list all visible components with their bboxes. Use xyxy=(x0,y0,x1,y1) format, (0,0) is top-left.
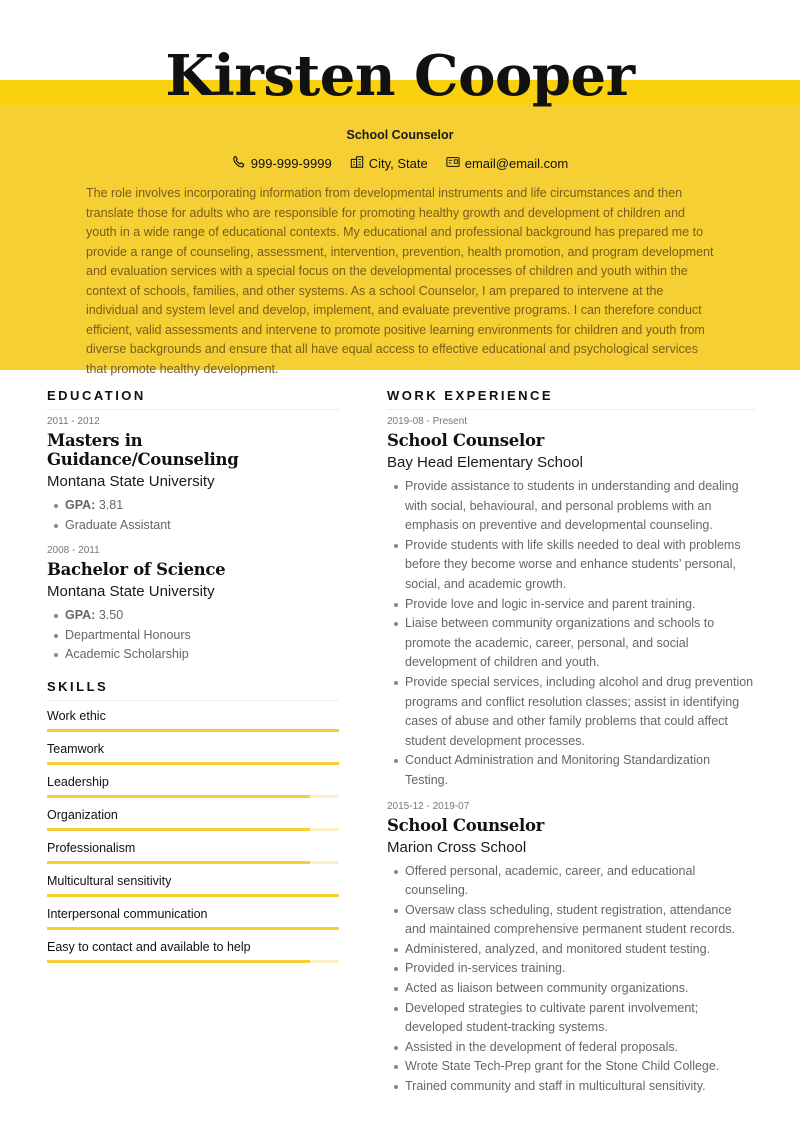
skill-level-bar xyxy=(47,894,339,897)
experience-duties xyxy=(387,477,755,791)
experience-entry xyxy=(387,801,755,1097)
list-item: Trained community and staff in multicultural sensitivity. xyxy=(387,1077,755,1097)
list-item: Provide assistance to students in understanding and dealing with social, behavioural, and personal problems with an emphasis on preventive and developmental counseling. xyxy=(387,477,755,536)
experience-duties xyxy=(387,862,755,1097)
divider xyxy=(387,409,755,410)
skills-heading: SKILLS xyxy=(47,678,109,694)
skill-row xyxy=(47,839,339,864)
skill-level-track xyxy=(47,828,339,831)
education-entry xyxy=(47,416,339,535)
divider xyxy=(47,700,339,701)
school-name: Montana State University xyxy=(47,473,215,490)
skill-row xyxy=(47,938,339,963)
list-item: Departmental Honours xyxy=(47,626,339,646)
skill-level-track xyxy=(47,861,339,864)
gpa-value: 3.50 xyxy=(98,608,124,623)
location-text: City, State xyxy=(368,156,428,171)
degree-title: Masters in Guidance/Counseling xyxy=(47,431,239,469)
list-item: Acted as liaison between community organizations. xyxy=(387,979,755,999)
skill-level-track xyxy=(47,960,339,963)
skill-level-bar xyxy=(47,729,339,732)
list-item: Wrote State Tech-Prep grant for the Stone Child College. xyxy=(387,1057,755,1077)
left-column xyxy=(47,388,339,971)
education-details xyxy=(47,496,339,535)
position-title: School Counselor xyxy=(387,431,545,450)
phone-text: 999-999-9999 xyxy=(250,156,332,171)
email-icon xyxy=(446,155,460,172)
skill-level-track xyxy=(47,894,339,897)
employer-name: Marion Cross School xyxy=(387,838,527,856)
list-item xyxy=(47,606,339,626)
location-icon xyxy=(350,155,364,172)
experience-entry xyxy=(387,416,755,791)
list-item: Provide special services, including alcohol and drug prevention programs and conflict resolution classes; assist in identifying cases of abuse and other family problems that could affect student development processes. xyxy=(387,673,755,751)
right-column xyxy=(387,388,755,1107)
skill-level-bar xyxy=(47,960,310,963)
contact-email[interactable] xyxy=(446,155,569,172)
skill-name: Leadership xyxy=(47,774,109,789)
skill-name: Teamwork xyxy=(47,741,104,756)
experience-heading: WORK EXPERIENCE xyxy=(387,388,554,403)
skill-row xyxy=(47,773,339,798)
education-date: 2011 - 2012 xyxy=(47,416,100,427)
list-item xyxy=(47,496,339,516)
skill-level-bar xyxy=(47,762,339,765)
skill-level-bar xyxy=(47,828,310,831)
divider xyxy=(47,409,339,410)
list-item: Liaise between community organizations and schools to promote the academic, career, personal, and social development of children and youth. xyxy=(387,614,755,673)
list-item: Oversaw class scheduling, student registration, attendance and maintained comprehensive permanent student records. xyxy=(387,901,755,940)
skill-level-bar xyxy=(47,861,310,864)
contact-location xyxy=(350,155,428,172)
skill-name: Interpersonal communication xyxy=(47,906,208,921)
education-date: 2008 - 2011 xyxy=(47,545,100,557)
degree-title: Bachelor of Science xyxy=(47,560,226,580)
skill-row xyxy=(47,740,339,765)
gpa-label: GPA: xyxy=(65,608,96,623)
skill-name: Professionalism xyxy=(47,840,136,855)
list-item: Provide love and logic in-service and parent training. xyxy=(387,595,755,615)
experience-date: 2015-12 - 2019-07 xyxy=(387,800,470,812)
list-item: Developed strategies to cultivate parent involvement; developed student-tracking systems. xyxy=(387,999,755,1038)
skill-level-bar xyxy=(47,795,310,798)
contact-row xyxy=(0,155,800,172)
skill-name: Multicultural sensitivity xyxy=(47,873,172,888)
skill-level-bar xyxy=(47,927,339,930)
skill-name: Work ethic xyxy=(47,708,106,723)
skill-name: Easy to contact and available to help xyxy=(47,939,251,954)
list-item: Administered, analyzed, and monitored student testing. xyxy=(387,940,755,960)
skill-level-track xyxy=(47,795,339,798)
job-title: School Counselor xyxy=(346,128,454,142)
employer-name: Bay Head Elementary School xyxy=(387,454,583,471)
education-details xyxy=(47,606,339,665)
list-item: Assisted in the development of federal proposals. xyxy=(387,1038,755,1058)
list-item: Provided in-services training. xyxy=(387,959,755,979)
list-item: Conduct Administration and Monitoring Standardization Testing. xyxy=(387,751,755,790)
contact-phone[interactable] xyxy=(232,155,332,172)
skill-row xyxy=(47,872,339,897)
phone-icon xyxy=(232,155,246,172)
experience-date: 2019-08 - Present xyxy=(387,416,468,427)
profile-summary: The role involves incorporating information from developmental instruments and life circumstances and then translate those for adults who are responsible for promoting healthy growth and development of children and youth in a wide range of educational contexts. My educational and professional background has prepared me to provide a range of counseling, assessment, intervention, prevention, health promotion, and program development and evaluation services with a special focus on the developmental processes of children and youth within the context of schools, families, and other systems. As a school Counselor, I am prepared to intervene at the individual and system level and develop, implement, and evaluate preventive programs. I can therefore conduct efficient, valid assessments and intervene to promote positive learning environments for children and youth from diverse backgrounds and ensure that all have equal access to effective educational and psychological services that promote healthy development. xyxy=(86,186,714,376)
skill-row xyxy=(47,806,339,831)
list-item: Provide students with life skills needed to deal with problems before they become worse and enhance students’ personal, social, and academic growth. xyxy=(387,536,755,595)
school-name: Montana State University xyxy=(47,583,215,601)
skill-level-track xyxy=(47,762,339,765)
list-item: Offered personal, academic, career, and educational counseling. xyxy=(387,862,755,901)
position-title: School Counselor xyxy=(387,815,545,835)
list-item: Academic Scholarship xyxy=(47,645,339,665)
skill-name: Organization xyxy=(47,807,118,822)
education-entry xyxy=(47,545,339,665)
skill-level-track xyxy=(47,927,339,930)
skill-level-track xyxy=(47,729,339,732)
email-text: email@email.com xyxy=(464,156,569,171)
skill-row xyxy=(47,905,339,930)
education-heading: EDUCATION xyxy=(47,388,146,403)
candidate-name: Kirsten Cooper xyxy=(165,43,635,109)
gpa-label: GPA: xyxy=(65,498,96,512)
skills-list xyxy=(47,707,339,963)
skill-row xyxy=(47,707,339,732)
gpa-value: 3.81 xyxy=(98,498,124,512)
list-item: Graduate Assistant xyxy=(47,516,339,536)
